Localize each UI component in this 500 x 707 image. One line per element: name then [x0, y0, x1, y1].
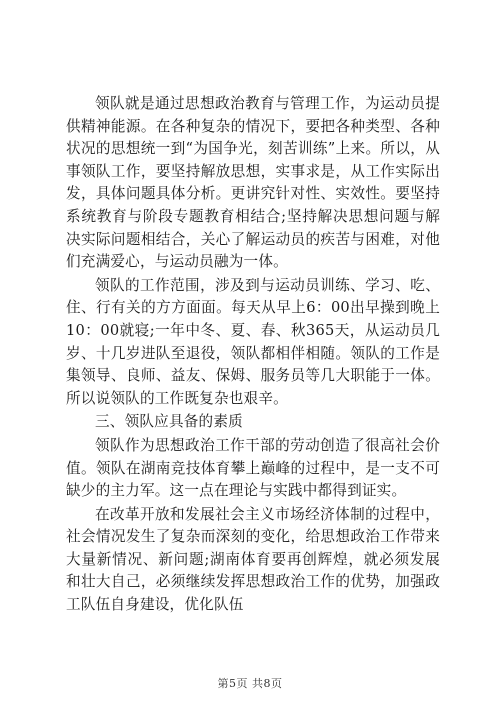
paragraph-social-value: 领队作为思想政治工作干部的劳动创造了很高社会价值。领队在湖南竞技体育攀上巅峰的过程中，是一支不可缺少的主力军。这一点在理论与实践中都得到证实。: [66, 436, 440, 500]
page-number-footer: 第5页 共8页: [217, 677, 283, 690]
document-body: [66, 93, 440, 618]
paragraph-reform: 在改革开放和发展社会主义市场经济体制的过程中，社会情况发生了复杂而深刻的变化，给思想政治工作带来大量新情况、新问题;湖南体育要再创辉煌，就必须发展和壮大自己，必须继续发挥思想政治工作的优势，加强政工队伍自身建设，优化队伍: [66, 505, 440, 614]
section-heading-qualities: 三、领队应具备的素质: [95, 413, 243, 431]
paragraph-work-scope: 领队的工作范围，涉及到与运动员训练、学习、吃、住、行有关的方方面面。每天从早上6：00出早操到晚上10：00就寝;一年中冬、夏、春、秋365天，从运动员几岁、十几岁进队至退役，领队都相伴相随。领队的工作是集领导、良师、益友、保姆、服务员等几大职能于一体。所以说领队的工作既复杂也艰辛。: [66, 276, 440, 407]
paragraph-leader-role: 领队就是通过思想政治教育与管理工作，为运动员提供精神能源。在各种复杂的情况下，要把各种类型、各种状况的思想统一到“为国争光，刻苦训练”上来。所以，从事领队工作，要坚持解放思想，实事求是，从工作实际出发，具体问题具体分析。更讲究针对性、实效性。要坚持系统教育与阶段专题教育相结合;坚持解决思想问题与解决实际问题相结合，关心了解运动员的疾苦与困难，对他们充满爱心，与运动员融为一体。: [66, 95, 440, 271]
